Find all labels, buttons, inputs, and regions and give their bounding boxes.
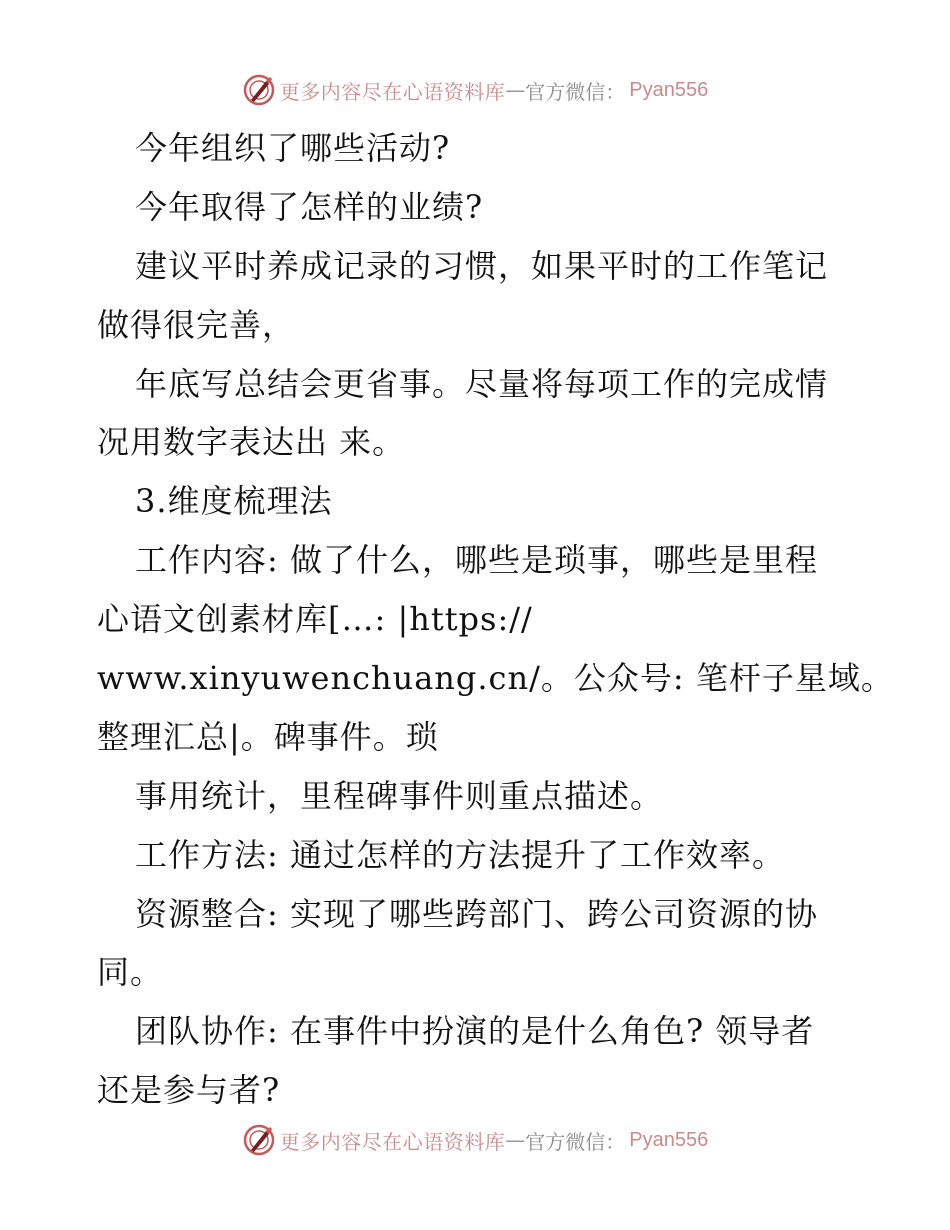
text-line: 况用数字表达出 来。 bbox=[97, 423, 406, 462]
watermark-wechat-id: Pyan556 bbox=[629, 78, 709, 101]
text-line: 今年组织了哪些活动? bbox=[135, 129, 451, 167]
watermark-wechat-id: Pyan556 bbox=[629, 1128, 709, 1151]
footer-watermark bbox=[0, 1120, 950, 1160]
text-line: 事用统计，里程碑事件则重点描述。 bbox=[135, 776, 664, 815]
text-line: www.xinyuwenchuang.cn/。公众号: 笔杆子星域。 bbox=[97, 659, 894, 698]
brush-logo-icon bbox=[242, 1123, 276, 1157]
text-line: 团队协作: 在事件中扮演的是什么角色? 领导者 bbox=[135, 1012, 815, 1051]
watermark-brand: 更多内容尽在心语资料库 bbox=[279, 1129, 506, 1154]
text-line: 资源整合: 实现了哪些跨部门、跨公司资源的协 bbox=[135, 894, 818, 933]
text-line: 年底写总结会更省事。尽量将每项工作的完成情 bbox=[135, 364, 829, 403]
document-body bbox=[97, 119, 894, 1120]
watermark-official-label: 官方微信： bbox=[525, 79, 626, 104]
text-line: 同。 bbox=[97, 953, 164, 992]
text-line: 工作内容: 做了什么，哪些是琐事，哪些是里程 bbox=[135, 541, 818, 580]
brush-logo-icon bbox=[242, 73, 276, 107]
text-line: 今年取得了怎样的业绩? bbox=[135, 187, 484, 226]
text-line: 心语文创素材库[…: |https:// bbox=[97, 600, 533, 639]
text-line: 工作方法: 通过怎样的方法提升了工作效率。 bbox=[135, 835, 785, 874]
section-heading: 3.维度梳理法 bbox=[135, 482, 333, 521]
text-line: 整理汇总|。碑事件。琐 bbox=[97, 717, 439, 756]
watermark-dash: — bbox=[505, 1128, 526, 1152]
watermark-dash: — bbox=[505, 78, 526, 102]
text-line: 做得很完善， bbox=[97, 305, 296, 344]
header-watermark bbox=[0, 70, 950, 110]
text-line: 还是参与者? bbox=[97, 1071, 281, 1110]
watermark-brand: 更多内容尽在心语资料库 bbox=[279, 79, 506, 104]
text-line: 建议平时养成记录的习惯，如果平时的工作笔记 bbox=[135, 246, 829, 285]
watermark-official-label: 官方微信： bbox=[525, 1129, 626, 1154]
